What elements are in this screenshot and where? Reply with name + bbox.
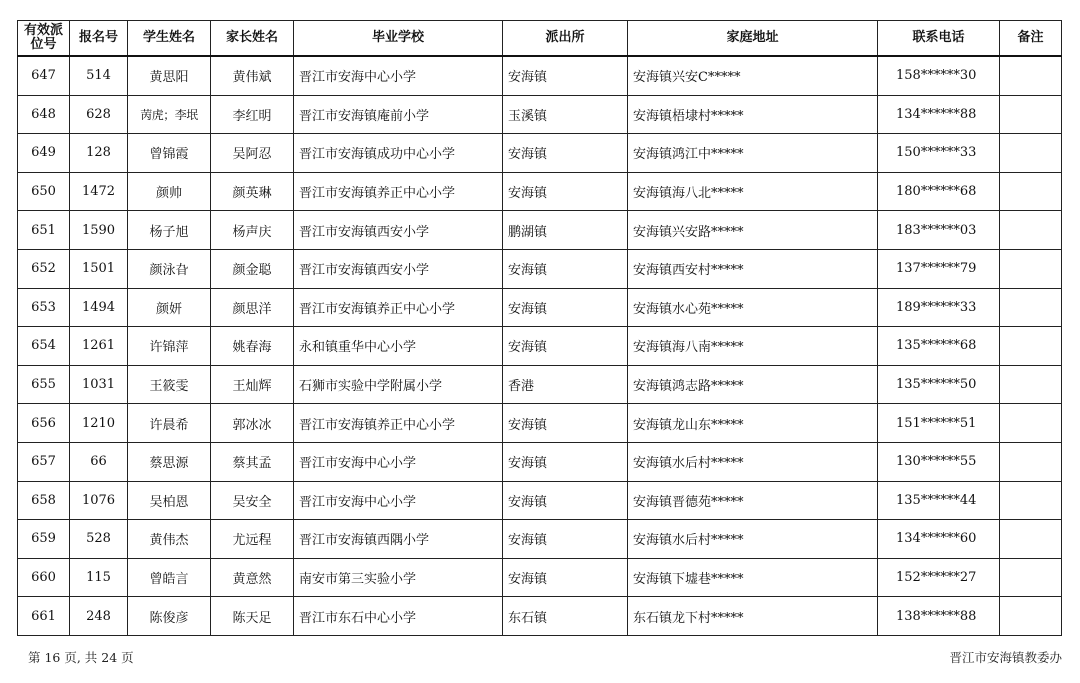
cell-school: 晋江市安海镇养正中心小学 (294, 404, 503, 443)
cell-police: 安海镇 (503, 134, 628, 173)
roster-sheet (17, 20, 1061, 636)
cell-student: 黄思阳 (128, 56, 211, 95)
cell-school: 晋江市安海镇成功中心小学 (294, 134, 503, 173)
cell-reg-no: 128 (70, 134, 128, 173)
cell-reg-no: 1031 (70, 365, 128, 404)
cell-reg-no: 1076 (70, 481, 128, 520)
cell-police: 安海镇 (503, 404, 628, 443)
cell-parent: 颜思洋 (211, 288, 294, 327)
cell-address: 安海镇水后村***** (628, 520, 878, 559)
cell-student: 许晨希 (128, 404, 211, 443)
table-row (18, 56, 1062, 95)
cell-note (1000, 288, 1062, 327)
cell-note (1000, 134, 1062, 173)
cell-reg-no: 115 (70, 558, 128, 597)
cell-student: 黄伟杰 (128, 520, 211, 559)
cell-parent: 黄意然 (211, 558, 294, 597)
header-reg-no: 报名号 (70, 21, 128, 57)
cell-phone: 152******27 (878, 558, 1000, 597)
cell-reg-no: 528 (70, 520, 128, 559)
cell-parent: 吴阿忍 (211, 134, 294, 173)
cell-phone: 134******60 (878, 520, 1000, 559)
cell-school: 晋江市安海中心小学 (294, 481, 503, 520)
table-row (18, 404, 1062, 443)
cell-phone: 189******33 (878, 288, 1000, 327)
cell-note (1000, 404, 1062, 443)
cell-school: 晋江市东石中心小学 (294, 597, 503, 636)
cell-school: 晋江市安海镇西安小学 (294, 211, 503, 250)
cell-seat: 651 (18, 211, 70, 250)
cell-police: 安海镇 (503, 288, 628, 327)
cell-school: 晋江市安海镇养正中心小学 (294, 288, 503, 327)
table-row (18, 249, 1062, 288)
header-seat: 有效派位号 (18, 21, 70, 57)
cell-police: 玉溪镇 (503, 95, 628, 134)
cell-parent: 陈天足 (211, 597, 294, 636)
cell-seat: 654 (18, 327, 70, 366)
cell-reg-no: 1501 (70, 249, 128, 288)
cell-address: 安海镇海八南***** (628, 327, 878, 366)
cell-police: 安海镇 (503, 172, 628, 211)
cell-reg-no: 514 (70, 56, 128, 95)
cell-school: 晋江市安海镇西隅小学 (294, 520, 503, 559)
cell-address: 安海镇西安村***** (628, 249, 878, 288)
cell-note (1000, 520, 1062, 559)
cell-school: 晋江市安海镇庵前小学 (294, 95, 503, 134)
cell-note (1000, 558, 1062, 597)
cell-seat: 649 (18, 134, 70, 173)
cell-seat: 658 (18, 481, 70, 520)
cell-police: 安海镇 (503, 481, 628, 520)
header-parent: 家长姓名 (211, 21, 294, 57)
cell-reg-no: 1472 (70, 172, 128, 211)
cell-note (1000, 442, 1062, 481)
table-row (18, 558, 1062, 597)
cell-phone: 158******30 (878, 56, 1000, 95)
cell-parent: 吴安全 (211, 481, 294, 520)
table-row (18, 172, 1062, 211)
cell-student: 颜妍 (128, 288, 211, 327)
table-body (18, 56, 1062, 635)
cell-note (1000, 211, 1062, 250)
cell-parent: 郭冰冰 (211, 404, 294, 443)
cell-address: 安海镇下墟巷***** (628, 558, 878, 597)
cell-school: 石狮市实验中学附属小学 (294, 365, 503, 404)
cell-student: 苪虎；李垊 (128, 95, 211, 134)
cell-police: 安海镇 (503, 442, 628, 481)
cell-note (1000, 95, 1062, 134)
cell-student: 陈俊彦 (128, 597, 211, 636)
cell-phone: 135******68 (878, 327, 1000, 366)
table-row (18, 95, 1062, 134)
cell-student: 杨子旭 (128, 211, 211, 250)
cell-reg-no: 1261 (70, 327, 128, 366)
cell-student: 曾锦霞 (128, 134, 211, 173)
cell-student: 王筱雯 (128, 365, 211, 404)
cell-police: 安海镇 (503, 327, 628, 366)
cell-parent: 黄伟斌 (211, 56, 294, 95)
table-row (18, 365, 1062, 404)
cell-phone: 151******51 (878, 404, 1000, 443)
cell-school: 晋江市安海中心小学 (294, 442, 503, 481)
cell-note (1000, 56, 1062, 95)
cell-address: 安海镇水后村***** (628, 442, 878, 481)
cell-address: 东石镇龙下村***** (628, 597, 878, 636)
cell-parent: 李红明 (211, 95, 294, 134)
header-address: 家庭地址 (628, 21, 878, 57)
cell-parent: 颜金聪 (211, 249, 294, 288)
cell-seat: 650 (18, 172, 70, 211)
cell-address: 安海镇鸿志路***** (628, 365, 878, 404)
cell-address: 安海镇兴安C***** (628, 56, 878, 95)
cell-police: 安海镇 (503, 520, 628, 559)
table-row (18, 288, 1062, 327)
cell-phone: 138******88 (878, 597, 1000, 636)
cell-note (1000, 597, 1062, 636)
cell-seat: 652 (18, 249, 70, 288)
cell-student: 曾皓言 (128, 558, 211, 597)
header-police: 派出所 (503, 21, 628, 57)
table-row (18, 597, 1062, 636)
cell-school: 晋江市安海镇养正中心小学 (294, 172, 503, 211)
cell-note (1000, 481, 1062, 520)
table-header (18, 21, 1062, 57)
cell-seat: 647 (18, 56, 70, 95)
cell-reg-no: 1494 (70, 288, 128, 327)
cell-address: 安海镇兴安路***** (628, 211, 878, 250)
cell-parent: 杨声庆 (211, 211, 294, 250)
cell-reg-no: 248 (70, 597, 128, 636)
page-number: 第 16 页, 共 24 页 (28, 650, 134, 665)
issuer-name: 晋江市安海镇教委办 (949, 650, 1062, 665)
cell-phone: 135******50 (878, 365, 1000, 404)
cell-reg-no: 1590 (70, 211, 128, 250)
cell-police: 安海镇 (503, 56, 628, 95)
cell-school: 晋江市安海中心小学 (294, 56, 503, 95)
cell-phone: 130******55 (878, 442, 1000, 481)
cell-seat: 657 (18, 442, 70, 481)
header-student: 学生姓名 (128, 21, 211, 57)
cell-phone: 137******79 (878, 249, 1000, 288)
cell-school: 晋江市安海镇西安小学 (294, 249, 503, 288)
cell-seat: 653 (18, 288, 70, 327)
cell-parent: 姚春海 (211, 327, 294, 366)
header-school: 毕业学校 (294, 21, 503, 57)
cell-student: 许锦萍 (128, 327, 211, 366)
table-row (18, 134, 1062, 173)
cell-parent: 王灿辉 (211, 365, 294, 404)
cell-seat: 656 (18, 404, 70, 443)
cell-reg-no: 628 (70, 95, 128, 134)
cell-note (1000, 365, 1062, 404)
table-row (18, 442, 1062, 481)
cell-school: 永和镇重华中心小学 (294, 327, 503, 366)
cell-note (1000, 249, 1062, 288)
cell-police: 东石镇 (503, 597, 628, 636)
header-phone: 联系电话 (878, 21, 1000, 57)
table-row (18, 481, 1062, 520)
cell-phone: 180******68 (878, 172, 1000, 211)
cell-student: 颜帅 (128, 172, 211, 211)
cell-reg-no: 1210 (70, 404, 128, 443)
table-row (18, 520, 1062, 559)
admission-roster-table (17, 20, 1062, 636)
cell-school: 南安市第三实验小学 (294, 558, 503, 597)
table-row (18, 327, 1062, 366)
cell-seat: 659 (18, 520, 70, 559)
cell-address: 安海镇梧埭村***** (628, 95, 878, 134)
cell-phone: 135******44 (878, 481, 1000, 520)
cell-seat: 648 (18, 95, 70, 134)
cell-seat: 661 (18, 597, 70, 636)
cell-police: 鹏湖镇 (503, 211, 628, 250)
cell-parent: 尤远程 (211, 520, 294, 559)
cell-parent: 颜英琳 (211, 172, 294, 211)
cell-seat: 655 (18, 365, 70, 404)
cell-address: 安海镇晋德苑***** (628, 481, 878, 520)
cell-police: 安海镇 (503, 558, 628, 597)
header-note: 备注 (1000, 21, 1062, 57)
cell-phone: 183******03 (878, 211, 1000, 250)
cell-address: 安海镇海八北***** (628, 172, 878, 211)
cell-phone: 134******88 (878, 95, 1000, 134)
cell-seat: 660 (18, 558, 70, 597)
cell-police: 安海镇 (503, 249, 628, 288)
cell-address: 安海镇龙山东***** (628, 404, 878, 443)
cell-address: 安海镇水心苑***** (628, 288, 878, 327)
cell-parent: 蔡其孟 (211, 442, 294, 481)
cell-student: 颜泳旮 (128, 249, 211, 288)
cell-reg-no: 66 (70, 442, 128, 481)
cell-student: 吴柏恩 (128, 481, 211, 520)
cell-police: 香港 (503, 365, 628, 404)
header-row (18, 21, 1062, 57)
cell-note (1000, 327, 1062, 366)
cell-phone: 150******33 (878, 134, 1000, 173)
cell-student: 蔡思源 (128, 442, 211, 481)
cell-address: 安海镇鸿江中***** (628, 134, 878, 173)
table-row (18, 211, 1062, 250)
cell-note (1000, 172, 1062, 211)
